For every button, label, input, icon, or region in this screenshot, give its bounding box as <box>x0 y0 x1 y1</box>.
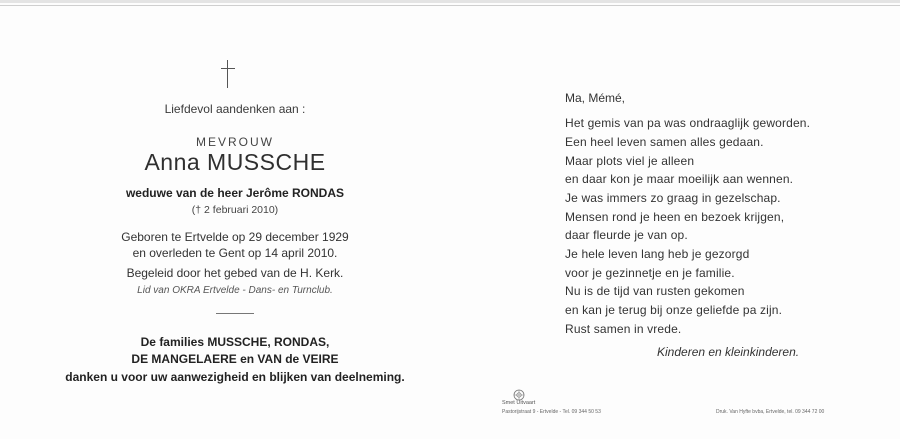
poem-line: Nu is de tijd van rusten gekomen <box>565 284 745 298</box>
poem-line: en daar kon je maar moeilijk aan wennen. <box>565 172 794 186</box>
deceased-name: Anna MUSSCHE <box>144 149 326 175</box>
divider <box>216 313 254 314</box>
church-line: Begeleid door het gebed van de H. Kerk. <box>126 266 344 280</box>
widow-of: weduwe van de heer Jerôme RONDAS <box>125 186 345 200</box>
poem-line: Het gemis van pa was ondraaglijk geworden. <box>565 116 811 130</box>
salutation: Ma, Mémé, <box>565 91 626 105</box>
death-line: en overleden te Gent op 14 april 2010. <box>132 246 338 260</box>
families-line-2: DE MANGELAERE en VAN de VEIRE <box>131 352 339 366</box>
poem-line: Mensen rond je heen en bezoek krijgen, <box>565 210 785 224</box>
poem-line: Maar plots viel je alleen <box>565 154 695 168</box>
intro-text: Liefdevol aandenken aan : <box>164 102 306 116</box>
birth-line: Geboren te Ertvelde op 29 december 1929 <box>121 230 349 244</box>
families-line-1: De families MUSSCHE, RONDAS, <box>140 335 330 349</box>
poem-line: Rust samen in vrede. <box>565 322 682 336</box>
funeral-home-address: Pastorijstraat 9 - Ertvelde - Tel. 09 344 50 53 <box>502 409 601 415</box>
top-border <box>0 0 900 3</box>
thanks-line: danken u voor uw aanwezigheid en blijken van deelneming. <box>65 370 405 384</box>
top-border-line <box>0 5 900 6</box>
membership-line: Lid van OKRA Ertvelde - Dans- en Turnclub. <box>137 285 333 296</box>
cross-icon <box>220 60 236 88</box>
poem-line: Je was immers zo graag in gezelschap. <box>565 191 781 205</box>
honorific: MEVROUW <box>196 135 274 149</box>
partner-death-date: († 2 februari 2010) <box>191 204 279 216</box>
printer-credit: Druk. Van Hyfte bvba, Ertvelde, tel. 09 344 72 00 <box>716 409 825 415</box>
funeral-home-name: Smet Uitvaart <box>502 400 536 406</box>
poem-line: Een heel leven samen alles gedaan. <box>565 135 764 149</box>
poem-line: voor je gezinnetje en je familie. <box>565 266 735 280</box>
poem-line: en kan je terug bij onze geliefde pa zijn. <box>565 303 783 317</box>
poem-line: daar fleurde je van op. <box>565 228 688 242</box>
poem-line: Je hele leven lang heb je gezorgd <box>565 247 750 261</box>
signature: Kinderen en kleinkinderen. <box>657 345 800 359</box>
